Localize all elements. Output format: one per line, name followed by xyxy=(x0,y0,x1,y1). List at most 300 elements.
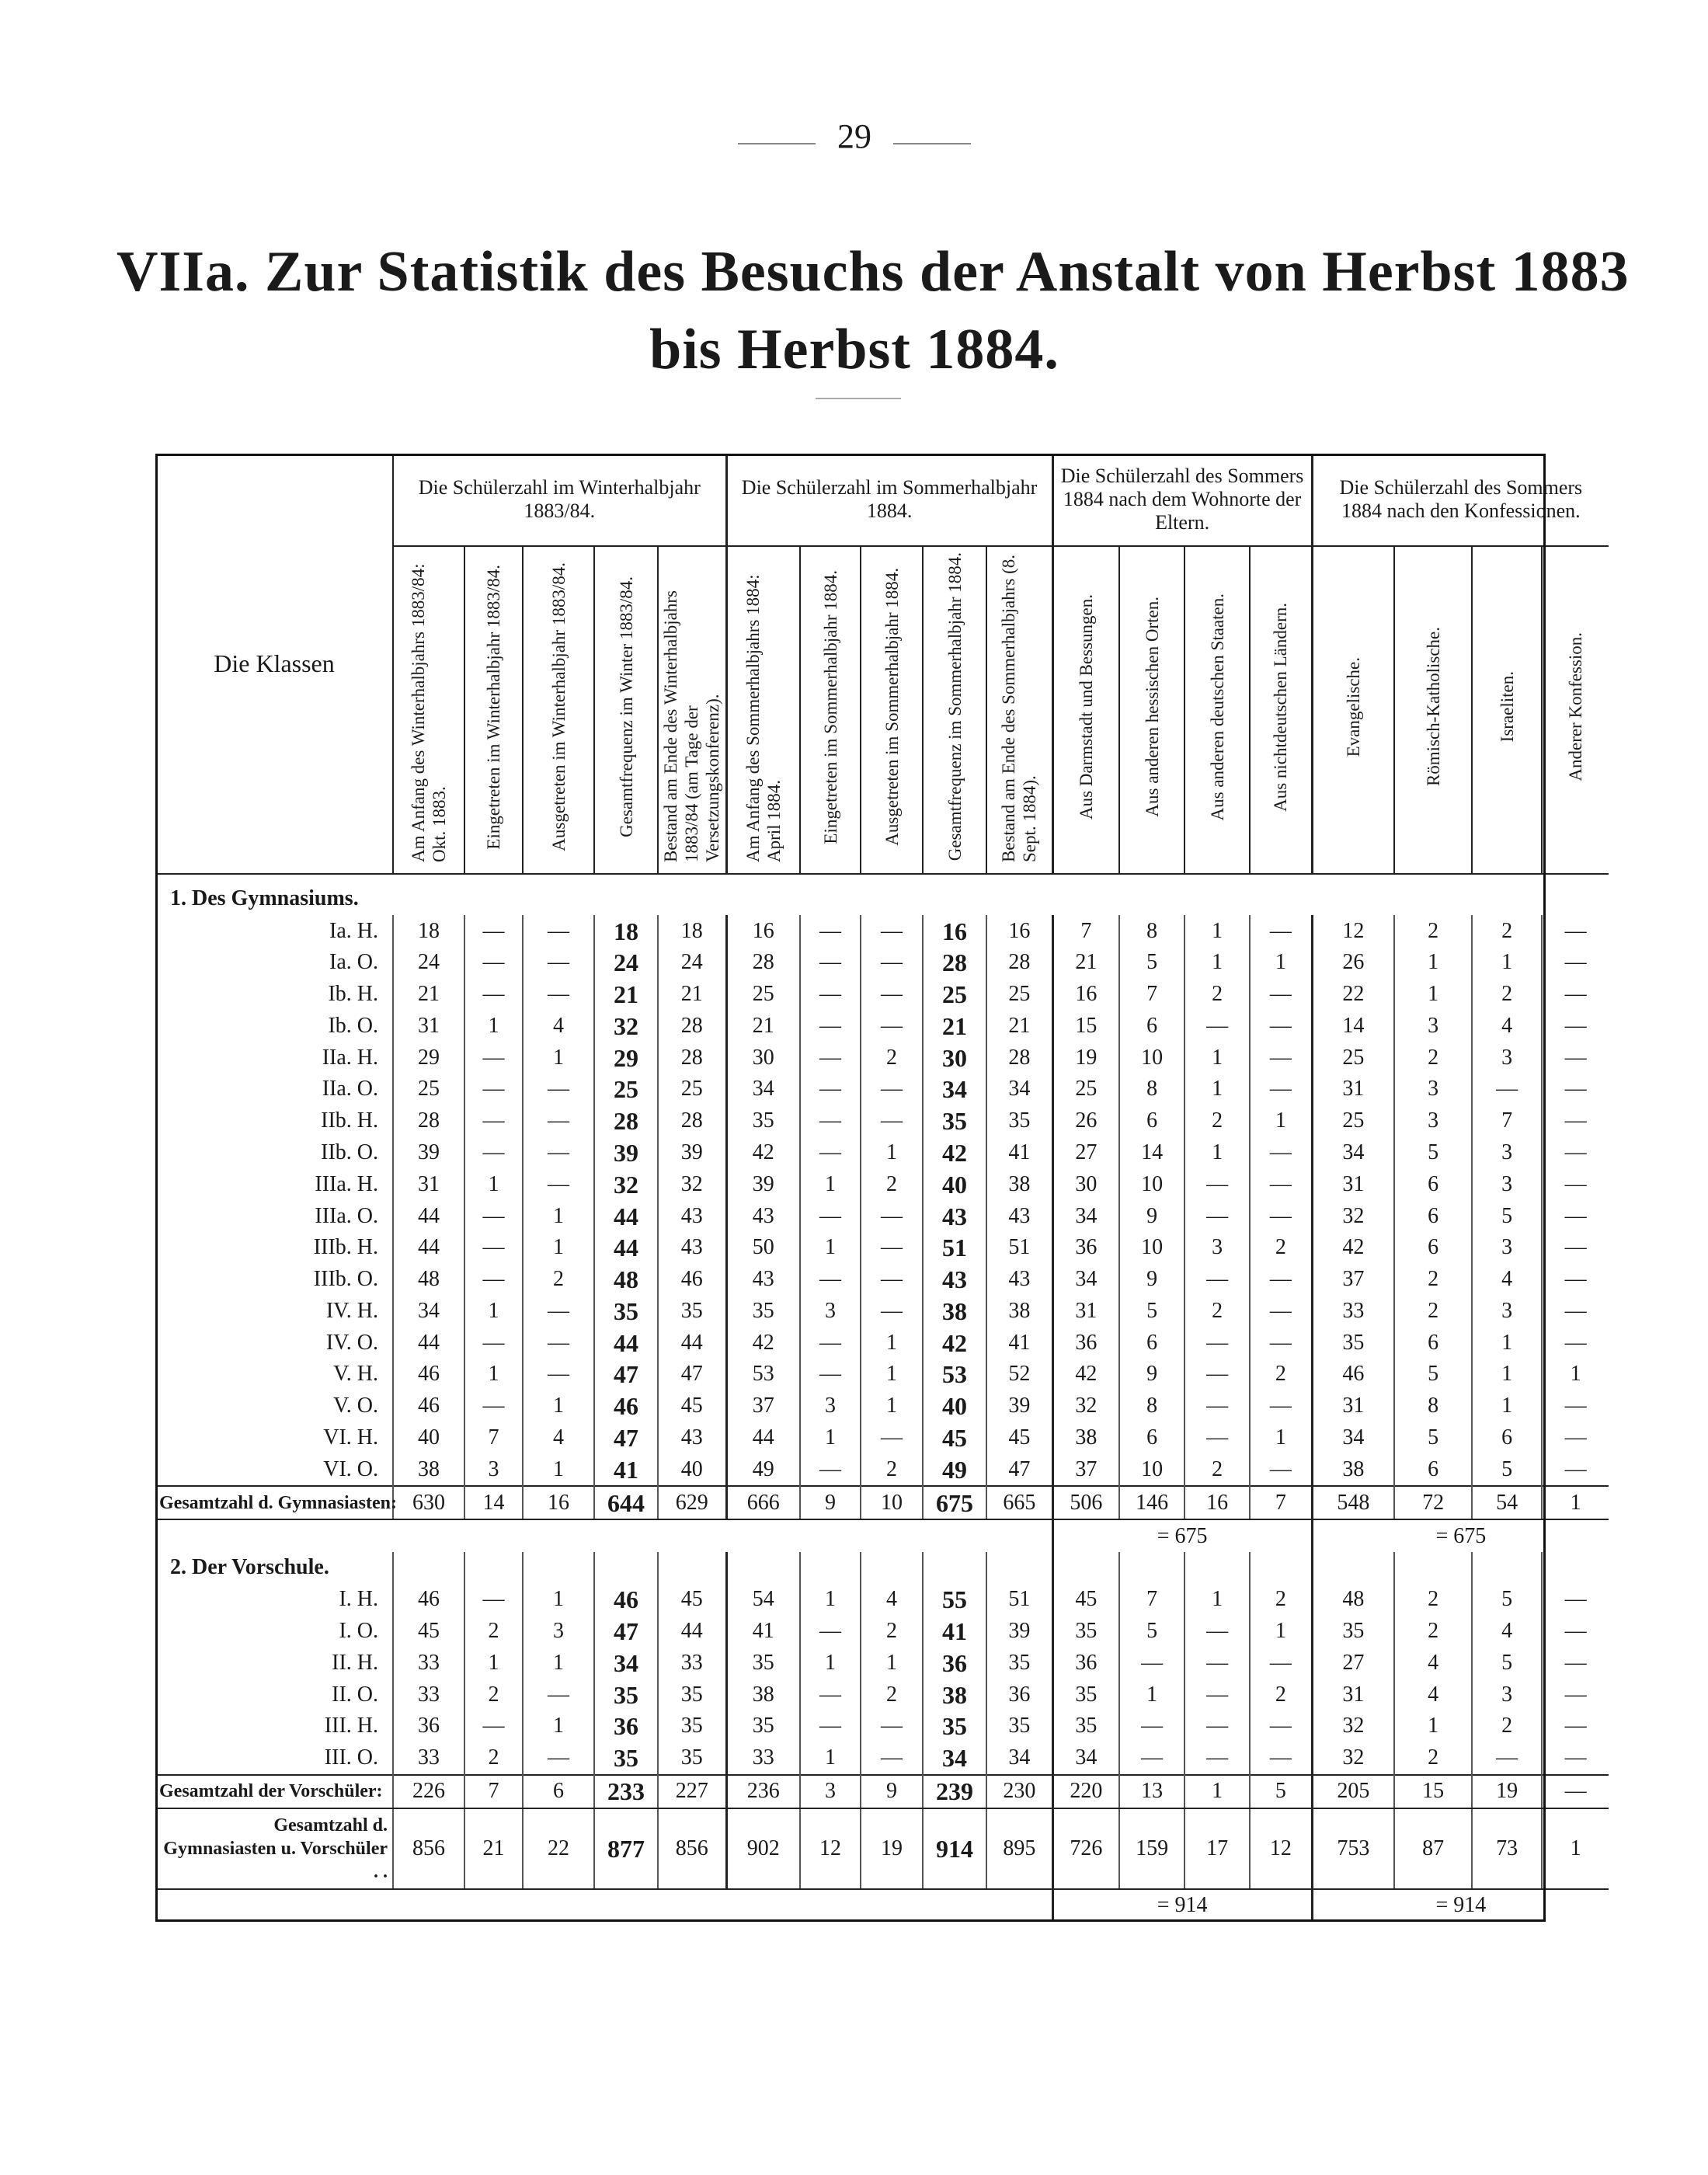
cell-col-6: 49 xyxy=(726,1453,800,1486)
row-label: III. O. xyxy=(324,1745,378,1770)
cell-col-9: 42 xyxy=(923,1137,986,1169)
cell-col-18: — xyxy=(1542,1105,1609,1137)
cell-col-7: 1 xyxy=(800,1232,861,1264)
cell-col-12: 9 xyxy=(1119,1264,1184,1296)
cell-col-14: — xyxy=(1250,1710,1312,1742)
cell-col-2: — xyxy=(464,1137,523,1169)
cell-col-3: 1 xyxy=(523,1390,594,1422)
cell-col-11: 30 xyxy=(1052,1168,1119,1200)
cell-col-5: 25 xyxy=(658,1074,726,1105)
cell-col-15: 22 xyxy=(1312,979,1394,1011)
cell-col-18: — xyxy=(1542,1616,1609,1648)
table-row xyxy=(156,1295,1609,1327)
cell-col-6: 30 xyxy=(726,1042,800,1074)
cell-col-1: 18 xyxy=(393,915,464,947)
row-label: IV. H. xyxy=(325,1298,378,1323)
table-row xyxy=(156,1137,1609,1169)
cell-col-11: 36 xyxy=(1052,1232,1119,1264)
section-spacer-cell xyxy=(464,1552,523,1584)
cell-col-7: — xyxy=(800,1327,861,1359)
cell-col-5: 28 xyxy=(658,1042,726,1074)
cell-col-4: 21 xyxy=(594,979,658,1011)
cell-col-3: 1 xyxy=(523,1200,594,1232)
cell-col-13: — xyxy=(1184,1422,1250,1453)
cell-col-3: 1 xyxy=(523,1584,594,1616)
note-konfession-total: = 675 xyxy=(1312,1519,1609,1552)
cell-col-15: 205 xyxy=(1312,1775,1394,1808)
cell-col-3: — xyxy=(523,979,594,1011)
section-title-gymnasium: 1. Des Gymnasiums. xyxy=(170,886,359,911)
cell-col-8: 1 xyxy=(861,1137,923,1169)
cell-col-2: — xyxy=(464,947,523,979)
cell-col-10: 45 xyxy=(986,1422,1052,1453)
cell-col-10: 665 xyxy=(986,1486,1052,1519)
cell-col-9: 36 xyxy=(923,1647,986,1679)
cell-col-4: 46 xyxy=(594,1390,658,1422)
cell-col-16: 6 xyxy=(1394,1200,1472,1232)
row-label: IIIb. H. xyxy=(313,1235,378,1260)
cell-col-2: 14 xyxy=(464,1486,523,1519)
cell-col-8: — xyxy=(861,1200,923,1232)
cell-col-17: 1 xyxy=(1472,1390,1542,1422)
cell-col-7: — xyxy=(800,1042,861,1074)
cell-col-16: 1 xyxy=(1394,947,1472,979)
cell-col-12: 10 xyxy=(1119,1453,1184,1486)
cell-col-11: 36 xyxy=(1052,1647,1119,1679)
cell-col-6: 902 xyxy=(726,1808,800,1889)
row-label: IIIb. O. xyxy=(313,1267,378,1292)
cell-col-14: — xyxy=(1250,1327,1312,1359)
cell-col-8: — xyxy=(861,1105,923,1137)
cell-col-1: 33 xyxy=(393,1742,464,1775)
cell-col-13: 1 xyxy=(1184,1775,1250,1808)
row-label: I. O. xyxy=(339,1619,378,1643)
cell-col-6: 42 xyxy=(726,1327,800,1359)
header-k3: Israeliten. xyxy=(1472,546,1542,874)
cell-col-5: 43 xyxy=(658,1232,726,1264)
cell-col-14: 2 xyxy=(1250,1232,1312,1264)
header-s3: Ausgetreten im Sommerhalbjahr 1884. xyxy=(861,546,923,874)
cell-col-1: 38 xyxy=(393,1453,464,1486)
cell-col-10: 51 xyxy=(986,1232,1052,1264)
cell-col-13: 1 xyxy=(1184,1074,1250,1105)
cell-col-13: — xyxy=(1184,1359,1250,1390)
cell-col-7: — xyxy=(800,1616,861,1648)
cell-col-14: — xyxy=(1250,1200,1312,1232)
cell-col-3: — xyxy=(523,947,594,979)
cell-col-9: 38 xyxy=(923,1295,986,1327)
cell-col-9: 51 xyxy=(923,1232,986,1264)
cell-col-1: 46 xyxy=(393,1390,464,1422)
cell-col-3: 22 xyxy=(523,1808,594,1889)
cell-col-8: — xyxy=(861,1074,923,1105)
cell-col-5: 40 xyxy=(658,1453,726,1486)
row-label: Ib. O. xyxy=(328,1013,378,1038)
cell-col-3: — xyxy=(523,1105,594,1137)
cell-col-9: 30 xyxy=(923,1042,986,1074)
cell-col-15: 27 xyxy=(1312,1647,1394,1679)
cell-col-4: 44 xyxy=(594,1327,658,1359)
cell-col-17: 1 xyxy=(1472,1359,1542,1390)
cell-col-18: — xyxy=(1542,979,1609,1011)
cell-col-16: 6 xyxy=(1394,1168,1472,1200)
cell-col-4: 644 xyxy=(594,1486,658,1519)
cell-col-11: 26 xyxy=(1052,1105,1119,1137)
cell-col-5: 45 xyxy=(658,1584,726,1616)
cell-col-17: 3 xyxy=(1472,1137,1542,1169)
row-label: IIb. H. xyxy=(321,1108,378,1133)
section-spacer-cell xyxy=(1184,1552,1250,1584)
header-group-wohnort: Die Schülerzahl des Sommers 1884 nach dem Wohnorte der Eltern. xyxy=(1052,454,1312,546)
cell-col-8: 2 xyxy=(861,1168,923,1200)
cell-col-16: 4 xyxy=(1394,1679,1472,1710)
cell-col-14: — xyxy=(1250,1074,1312,1105)
cell-col-7: — xyxy=(800,979,861,1011)
cell-col-15: 35 xyxy=(1312,1616,1394,1648)
page-title xyxy=(117,233,1630,388)
cell-col-18: 1 xyxy=(1542,1359,1609,1390)
cell-col-2: 1 xyxy=(464,1168,523,1200)
cell-col-4: 32 xyxy=(594,1011,658,1042)
cell-col-5: 45 xyxy=(658,1390,726,1422)
cell-col-17: 2 xyxy=(1472,1710,1542,1742)
cell-col-14: — xyxy=(1250,979,1312,1011)
cell-col-3: — xyxy=(523,1742,594,1775)
cell-col-18: — xyxy=(1542,1200,1609,1232)
cell-col-1: 29 xyxy=(393,1042,464,1074)
cell-col-2: 1 xyxy=(464,1359,523,1390)
section-spacer-cell xyxy=(523,1552,594,1584)
sum-row-vorschule xyxy=(156,1775,1609,1808)
cell-col-11: 38 xyxy=(1052,1422,1119,1453)
cell-col-17: — xyxy=(1472,1742,1542,1775)
section-spacer-cell xyxy=(393,1552,464,1584)
row-label: I. H. xyxy=(339,1587,378,1612)
cell-col-18: — xyxy=(1542,1775,1609,1808)
cell-col-7: — xyxy=(800,947,861,979)
cell-col-14: 1 xyxy=(1250,1105,1312,1137)
cell-col-13: 2 xyxy=(1184,1295,1250,1327)
cell-col-16: 2 xyxy=(1394,1295,1472,1327)
cell-col-7: — xyxy=(800,1105,861,1137)
cell-col-17: 7 xyxy=(1472,1105,1542,1137)
cell-col-2: — xyxy=(464,1584,523,1616)
cell-col-1: 24 xyxy=(393,947,464,979)
cell-col-16: 2 xyxy=(1394,915,1472,947)
cell-col-6: 39 xyxy=(726,1168,800,1200)
cell-col-2: 7 xyxy=(464,1775,523,1808)
cell-col-4: 36 xyxy=(594,1710,658,1742)
cell-col-5: 21 xyxy=(658,979,726,1011)
cell-col-15: 46 xyxy=(1312,1359,1394,1390)
cell-col-2: — xyxy=(464,1105,523,1137)
header-s4: Gesamtfrequenz im Sommerhalbjahr 1884. xyxy=(923,546,986,874)
table-row xyxy=(156,1200,1609,1232)
cell-col-9: 42 xyxy=(923,1327,986,1359)
cell-col-18: — xyxy=(1542,947,1609,979)
cell-col-17: 6 xyxy=(1472,1422,1542,1453)
cell-col-10: 28 xyxy=(986,947,1052,979)
cell-col-8: — xyxy=(861,1742,923,1775)
cell-col-13: — xyxy=(1184,1390,1250,1422)
cell-col-12: 7 xyxy=(1119,1584,1184,1616)
cell-col-5: 47 xyxy=(658,1359,726,1390)
section-spacer-cell xyxy=(800,1552,861,1584)
cell-col-16: 1 xyxy=(1394,979,1472,1011)
cell-col-7: 12 xyxy=(800,1808,861,1889)
cell-col-11: 34 xyxy=(1052,1200,1119,1232)
cell-col-15: 31 xyxy=(1312,1074,1394,1105)
cell-col-10: 36 xyxy=(986,1679,1052,1710)
title-divider xyxy=(816,398,901,399)
cell-col-10: 41 xyxy=(986,1327,1052,1359)
cell-col-9: 41 xyxy=(923,1616,986,1648)
cell-col-16: 2 xyxy=(1394,1042,1472,1074)
cell-col-1: 28 xyxy=(393,1105,464,1137)
header-w5: Bestand am Ende des Winterhalbjahrs 1883/84 (am Tage der Versetzungskonferenz). xyxy=(658,546,726,874)
cell-col-1: 44 xyxy=(393,1200,464,1232)
cell-col-14: — xyxy=(1250,1264,1312,1296)
cell-col-12: 9 xyxy=(1119,1359,1184,1390)
cell-col-2: — xyxy=(464,1074,523,1105)
cell-col-2: — xyxy=(464,979,523,1011)
cell-col-2: — xyxy=(464,1200,523,1232)
cell-col-6: 35 xyxy=(726,1647,800,1679)
cell-col-6: 236 xyxy=(726,1775,800,1808)
cell-col-16: 6 xyxy=(1394,1327,1472,1359)
cell-col-6: 38 xyxy=(726,1679,800,1710)
cell-col-3: 3 xyxy=(523,1616,594,1648)
header-w4: Gesamtfrequenz im Winter 1883/84. xyxy=(594,546,658,874)
header-o1: Aus Darmstadt und Bessungen. xyxy=(1052,546,1119,874)
cell-col-5: 32 xyxy=(658,1168,726,1200)
cell-col-4: 35 xyxy=(594,1742,658,1775)
cell-col-10: 41 xyxy=(986,1137,1052,1169)
cell-col-2: — xyxy=(464,1042,523,1074)
cell-col-16: 6 xyxy=(1394,1453,1472,1486)
cell-col-2: 21 xyxy=(464,1808,523,1889)
cell-col-18: — xyxy=(1542,1584,1609,1616)
cell-col-6: 37 xyxy=(726,1390,800,1422)
cell-col-12: 13 xyxy=(1119,1775,1184,1808)
cell-col-18: — xyxy=(1542,1264,1609,1296)
cell-col-7: 1 xyxy=(800,1422,861,1453)
cell-col-17: 4 xyxy=(1472,1011,1542,1042)
cell-col-1: 45 xyxy=(393,1616,464,1648)
cell-col-14: — xyxy=(1250,915,1312,947)
cell-col-12: — xyxy=(1119,1647,1184,1679)
cell-col-15: 35 xyxy=(1312,1327,1394,1359)
cell-col-15: 42 xyxy=(1312,1232,1394,1264)
cell-col-11: 34 xyxy=(1052,1742,1119,1775)
cell-col-10: 35 xyxy=(986,1647,1052,1679)
cell-col-6: 43 xyxy=(726,1200,800,1232)
cell-col-8: 1 xyxy=(861,1327,923,1359)
table-row xyxy=(156,947,1609,979)
cell-col-15: 48 xyxy=(1312,1584,1394,1616)
header-group-sommer: Die Schülerzahl im Sommerhalbjahr 1884. xyxy=(726,454,1052,546)
cell-col-10: 35 xyxy=(986,1105,1052,1137)
cell-col-12: 6 xyxy=(1119,1105,1184,1137)
cell-col-3: — xyxy=(523,1137,594,1169)
cell-col-1: 31 xyxy=(393,1168,464,1200)
cell-col-4: 28 xyxy=(594,1105,658,1137)
cell-col-15: 32 xyxy=(1312,1742,1394,1775)
cell-col-3: — xyxy=(523,1168,594,1200)
row-label: II. H. xyxy=(332,1650,378,1675)
cell-col-8: 4 xyxy=(861,1584,923,1616)
note-wohnort-total: = 914 xyxy=(1052,1889,1312,1922)
cell-col-9: 34 xyxy=(923,1742,986,1775)
cell-col-6: 35 xyxy=(726,1105,800,1137)
cell-col-16: 15 xyxy=(1394,1775,1472,1808)
cell-col-18: — xyxy=(1542,1168,1609,1200)
cell-col-12: 6 xyxy=(1119,1011,1184,1042)
section-spacer-cell xyxy=(1119,1552,1184,1584)
cell-col-11: 32 xyxy=(1052,1390,1119,1422)
cell-col-12: 5 xyxy=(1119,1616,1184,1648)
cell-col-15: 31 xyxy=(1312,1679,1394,1710)
note-konfession-total: = 914 xyxy=(1312,1889,1609,1922)
row-label: Ia. O. xyxy=(329,950,378,975)
cell-col-14: 5 xyxy=(1250,1775,1312,1808)
section-title: 2. Der Vorschule. xyxy=(170,1555,329,1580)
header-k4: Anderer Konfession. xyxy=(1542,546,1609,874)
cell-col-13: — xyxy=(1184,1616,1250,1648)
section-row-vorschule xyxy=(156,1552,1609,1584)
cell-col-4: 44 xyxy=(594,1232,658,1264)
cell-col-5: 33 xyxy=(658,1647,726,1679)
cell-col-17: 3 xyxy=(1472,1232,1542,1264)
cell-col-13: 17 xyxy=(1184,1808,1250,1889)
cell-col-18: — xyxy=(1542,1137,1609,1169)
cell-col-18: — xyxy=(1542,1742,1609,1775)
header-group-konfession: Die Schülerzahl des Sommers 1884 nach den Konfessionen. xyxy=(1312,454,1609,546)
cell-col-6: 54 xyxy=(726,1584,800,1616)
statistics-table xyxy=(155,454,1609,1922)
header-klassen: Die Klassen xyxy=(156,454,393,874)
section-spacer-cell xyxy=(658,1552,726,1584)
header-o4: Aus nichtdeutschen Ländern. xyxy=(1250,546,1312,874)
cell-col-1: 25 xyxy=(393,1074,464,1105)
cell-col-17: 4 xyxy=(1472,1616,1542,1648)
cell-col-8: 19 xyxy=(861,1808,923,1889)
cell-col-2: 1 xyxy=(464,1295,523,1327)
cell-col-12: 5 xyxy=(1119,1295,1184,1327)
cell-col-9: 55 xyxy=(923,1584,986,1616)
cell-col-16: 5 xyxy=(1394,1359,1472,1390)
cell-col-11: 25 xyxy=(1052,1074,1119,1105)
cell-col-10: 25 xyxy=(986,979,1052,1011)
cell-col-6: 25 xyxy=(726,979,800,1011)
cell-col-4: 29 xyxy=(594,1042,658,1074)
cell-col-11: 7 xyxy=(1052,915,1119,947)
cell-col-15: 32 xyxy=(1312,1200,1394,1232)
cell-col-16: 2 xyxy=(1394,1742,1472,1775)
cell-col-11: 35 xyxy=(1052,1679,1119,1710)
row-label: VI. O. xyxy=(323,1456,378,1481)
header-s1: Am Anfang des Sommerhalbjahrs 1884: April 1884. xyxy=(726,546,800,874)
section-spacer-cell xyxy=(1052,1552,1119,1584)
cell-col-4: 44 xyxy=(594,1200,658,1232)
cell-col-6: 35 xyxy=(726,1295,800,1327)
cell-col-10: 39 xyxy=(986,1616,1052,1648)
cell-col-17: 54 xyxy=(1472,1486,1542,1519)
cell-col-12: — xyxy=(1119,1742,1184,1775)
cell-col-9: 25 xyxy=(923,979,986,1011)
row-label: V. H. xyxy=(333,1362,378,1387)
cell-col-9: 45 xyxy=(923,1422,986,1453)
section-spacer-cell xyxy=(1312,1552,1394,1584)
cell-col-16: 3 xyxy=(1394,1011,1472,1042)
cell-col-8: — xyxy=(861,1422,923,1453)
cell-col-4: 39 xyxy=(594,1137,658,1169)
cell-col-5: 39 xyxy=(658,1137,726,1169)
cell-col-11: 506 xyxy=(1052,1486,1119,1519)
cell-col-1: 21 xyxy=(393,979,464,1011)
header-s2: Eingetreten im Sommerhalbjahr 1884. xyxy=(800,546,861,874)
cell-col-18: — xyxy=(1542,1710,1609,1742)
cell-col-9: 914 xyxy=(923,1808,986,1889)
cell-col-1: 40 xyxy=(393,1422,464,1453)
cell-col-8: — xyxy=(861,1232,923,1264)
table-row xyxy=(156,1232,1609,1264)
cell-col-5: 43 xyxy=(658,1200,726,1232)
row-label: Ib. H. xyxy=(328,982,378,1007)
cell-col-14: — xyxy=(1250,1742,1312,1775)
cell-col-16: 72 xyxy=(1394,1486,1472,1519)
cell-col-12: — xyxy=(1119,1710,1184,1742)
cell-col-8: — xyxy=(861,915,923,947)
cell-col-8: 2 xyxy=(861,1042,923,1074)
cell-col-10: 34 xyxy=(986,1742,1052,1775)
header-o2: Aus anderen hessischen Orten. xyxy=(1119,546,1184,874)
cell-col-8: 1 xyxy=(861,1390,923,1422)
note-spacer xyxy=(156,1889,1052,1922)
cell-col-16: 2 xyxy=(1394,1264,1472,1296)
cell-col-16: 2 xyxy=(1394,1616,1472,1648)
cell-col-10: 28 xyxy=(986,1042,1052,1074)
cell-col-8: 1 xyxy=(861,1647,923,1679)
cell-col-4: 48 xyxy=(594,1264,658,1296)
cell-col-13: — xyxy=(1184,1679,1250,1710)
cell-col-16: 2 xyxy=(1394,1584,1472,1616)
title-line-2: bis Herbst 1884. xyxy=(649,318,1059,381)
cell-col-10: 51 xyxy=(986,1584,1052,1616)
cell-col-11: 35 xyxy=(1052,1616,1119,1648)
cell-col-9: 43 xyxy=(923,1200,986,1232)
table-row xyxy=(156,1074,1609,1105)
table-row xyxy=(156,1710,1609,1742)
cell-col-12: 6 xyxy=(1119,1327,1184,1359)
cell-col-3: 2 xyxy=(523,1264,594,1296)
cell-col-9: 38 xyxy=(923,1679,986,1710)
cell-col-7: — xyxy=(800,1710,861,1742)
cell-col-8: — xyxy=(861,1264,923,1296)
cell-col-3: 4 xyxy=(523,1422,594,1453)
cell-col-6: 28 xyxy=(726,947,800,979)
table-row xyxy=(156,1453,1609,1486)
section-spacer-cell xyxy=(1542,1552,1609,1584)
cell-col-14: 1 xyxy=(1250,1616,1312,1648)
cell-col-18: — xyxy=(1542,1074,1609,1105)
cell-col-17: 1 xyxy=(1472,947,1542,979)
cell-col-9: 35 xyxy=(923,1710,986,1742)
cell-col-4: 34 xyxy=(594,1647,658,1679)
cell-col-7: 1 xyxy=(800,1584,861,1616)
table-row xyxy=(156,1616,1609,1648)
cell-col-3: 1 xyxy=(523,1232,594,1264)
